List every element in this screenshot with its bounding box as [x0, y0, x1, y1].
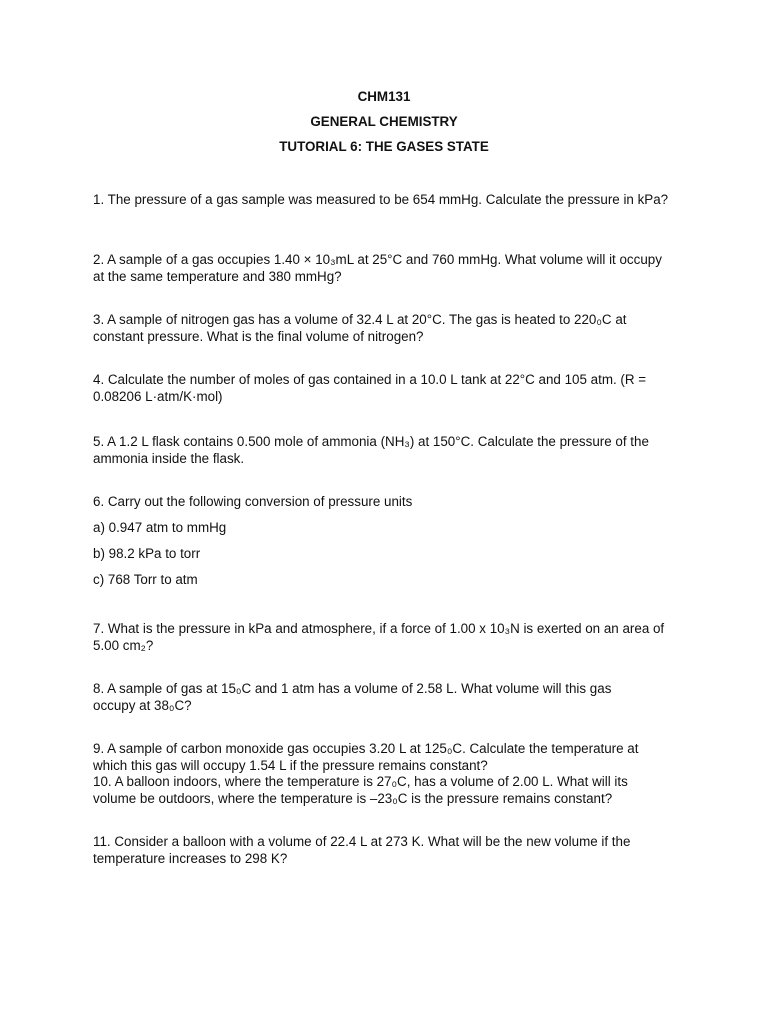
question-4: 4. Calculate the number of moles of gas contained in a 10.0 L tank at 22°C and 105 atm. (R = 0.08206 L·atm/K·mol): [93, 372, 647, 404]
question-7: 7. What is the pressure in kPa and atmosphere, if a force of 1.00 x 10₃N is exerted on an area of 5.00 cm₂?: [93, 621, 665, 653]
question-6b: b) 98.2 kPa to torr: [93, 546, 201, 561]
question-8: 8. A sample of gas at 15₀C and 1 atm has a volume of 2.58 L. What volume will this gas occupy at 38₀C?: [93, 681, 612, 713]
course-name: GENERAL CHEMISTRY: [310, 114, 458, 129]
question-10: 10. A balloon indoors, where the temperature is 27₀C, has a volume of 2.00 L. What will its volume be outdoors, where the temperature is –23₀C is the pressure remains constant?: [93, 774, 628, 806]
question-6a: a) 0.947 atm to mmHg: [93, 520, 227, 535]
question-6: 6. Carry out the following conversion of pressure units: [93, 494, 413, 509]
tutorial-title: TUTORIAL 6: THE GASES STATE: [279, 139, 489, 154]
question-2: 2. A sample of a gas occupies 1.40 × 10₃mL at 25°C and 760 mmHg. What volume will it occupy at the same temperature and 380 mmHg?: [93, 252, 662, 284]
question-11: 11. Consider a balloon with a volume of 22.4 L at 273 K. What will be the new volume if the temperature increases to 298 K?: [93, 834, 631, 866]
question-6c: c) 768 Torr to atm: [93, 572, 198, 587]
question-5: 5. A 1.2 L flask contains 0.500 mole of ammonia (NH₃) at 150°C. Calculate the pressure of the ammonia inside the flask.: [93, 434, 649, 466]
question-1: 1. The pressure of a gas sample was measured to be 654 mmHg. Calculate the pressure in kPa?: [93, 192, 669, 207]
question-9: 9. A sample of carbon monoxide gas occupies 3.20 L at 125₀C. Calculate the temperature at which this gas will occupy 1.54 L if the pressure remains constant?: [93, 741, 639, 773]
course-code: CHM131: [357, 89, 411, 104]
question-3: 3. A sample of nitrogen gas has a volume of 32.4 L at 20°C. The gas is heated to 220₀C at constant pressure. What is the final volume of nitrogen?: [93, 312, 627, 344]
